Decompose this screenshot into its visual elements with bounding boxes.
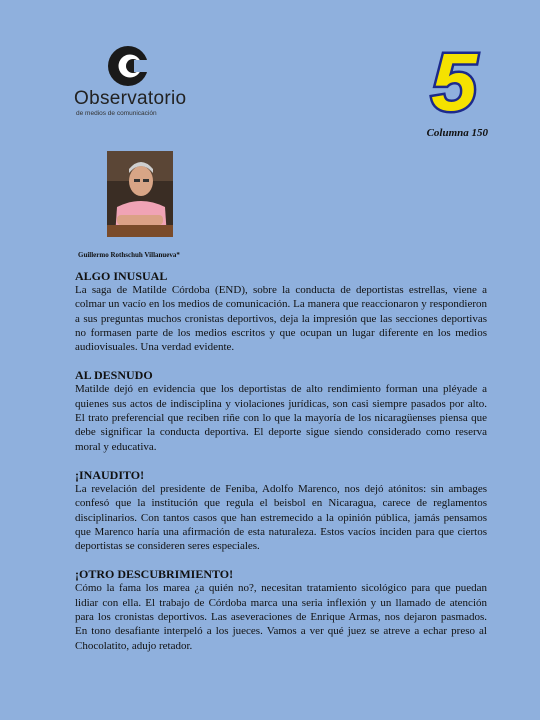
section-paragraph: La saga de Matilde Córdoba (END), sobre la conducta de deportistas estrellas, viene a colmar un vacío en los medios de comunicación. La manera que reaccionaron y respondieron a sus preguntas muchos cronistas deportivos, deja la impresión que las secciones deportivas no formasen parte de los medios escritos y que ocupan un lugar diferente en los medios audiovisuales. Una verdad evidente. xyxy=(75,284,487,354)
section-al-desnudo xyxy=(75,368,487,453)
column-number: Columna 150 xyxy=(426,127,488,139)
author-photo xyxy=(107,151,173,237)
section-paragraph: La revelación del presidente de Feniba, Adolfo Marenco, nos dejó atónitos: sin ambages confesó que la institución que regula el beisbol en Nicaragua, carece de reglamentos disciplinarios. Con tantos casos que han estremecido a la opinión pública, jamás pensamos que Marenco haría una afirmación de esta naturaleza. Estos vacíos inciden para que ciertos deportistas se consideren seres especiales. xyxy=(75,482,487,553)
number-five-text: 5 xyxy=(431,44,477,118)
section-otro-descubrimiento xyxy=(75,567,487,652)
section-inaudito xyxy=(75,468,487,553)
logo-tagline: de medios de comunicación xyxy=(76,110,157,117)
observatorio-logo xyxy=(74,44,194,118)
section-heading: ALGO INUSUAL xyxy=(75,269,168,283)
author-caption: Guillermo Rothschuh Villanueva* xyxy=(78,251,180,259)
section-heading: ¡OTRO DESCUBRIMIENTO! xyxy=(75,567,234,582)
section-paragraph: Cómo la fama los marea ¿a quién no?, necesitan tratamiento sicológico para que puedan lidiar con ella. El trabajo de Córdoba marca una seria inflexión y un llamado de atención para los cronistas deportivos. Las aseveraciones de Enrique Armas, nos dejaron pasmados. En tono desafiante interpeló a los jueces. Vamos a ver qué juez se atreve a echar preso al Chocolatito, adujo retador. xyxy=(75,582,487,652)
section-heading: AL DESNUDO xyxy=(75,368,153,383)
section-paragraph: Matilde dejó en evidencia que los deportistas de alto rendimiento forman una pléyade a quienes sus actos de indisciplina y violaciones jurídicas, son casi siempre pasados por alto. El trato preferencial que reciben riñe con lo que la mayoría de los nicaragüenses piensa que debe significar la conducta deportiva. El deporte sigue siendo considerado como reserva moral y educativa. xyxy=(75,383,487,453)
issue-number-graphic xyxy=(414,44,490,118)
article-body xyxy=(75,269,487,667)
number-five-icon xyxy=(414,44,490,118)
section-heading: ¡INAUDITO! xyxy=(75,467,145,482)
logo-name: Observatorio xyxy=(74,88,187,109)
section-algo-inusual xyxy=(75,269,487,354)
observatorio-c-icon xyxy=(106,44,150,88)
